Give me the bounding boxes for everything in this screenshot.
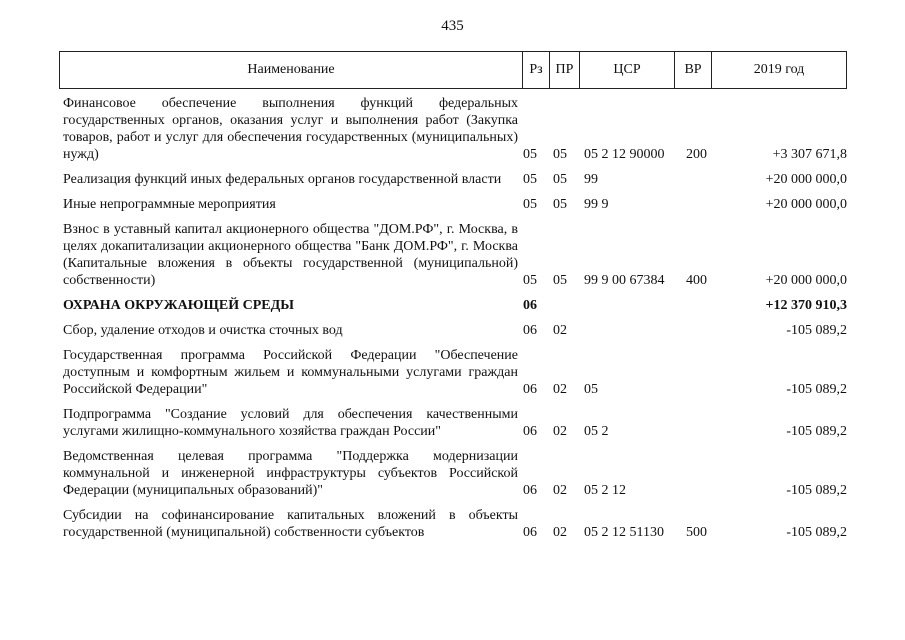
table-header bbox=[59, 51, 847, 89]
row-amount: +20 000 000,0 bbox=[765, 197, 847, 212]
row-name: Иные непрограммные мероприятия bbox=[63, 197, 276, 212]
row-amount: +20 000 000,0 bbox=[765, 172, 847, 187]
row-csr: 05 2 12 bbox=[584, 483, 626, 498]
table-row bbox=[0, 406, 905, 440]
row-rz: 06 bbox=[523, 323, 537, 338]
row-name: Подпрограмма "Создание условий для обеспечения качественными услугами жилищно-коммунального хозяйства граждан России" bbox=[63, 407, 518, 439]
table-row bbox=[0, 297, 905, 314]
header-csr: ЦСР bbox=[580, 52, 675, 88]
row-amount: -105 089,2 bbox=[786, 525, 847, 540]
row-amount: +20 000 000,0 bbox=[765, 273, 847, 288]
row-amount: -105 089,2 bbox=[786, 323, 847, 338]
header-year: 2019 год bbox=[753, 62, 805, 77]
row-rz: 06 bbox=[523, 483, 537, 498]
row-csr: 05 2 12 51130 bbox=[584, 525, 664, 540]
row-csr: 99 bbox=[584, 172, 598, 187]
row-amount: -105 089,2 bbox=[786, 483, 847, 498]
row-amount: -105 089,2 bbox=[786, 424, 847, 439]
row-csr: 05 bbox=[584, 382, 598, 397]
row-rz: 06 bbox=[523, 298, 537, 313]
row-name: ОХРАНА ОКРУЖАЮЩЕЙ СРЕДЫ bbox=[63, 298, 294, 313]
row-vr: 200 bbox=[686, 147, 707, 162]
table-body bbox=[0, 95, 905, 549]
header-name: Наименование bbox=[60, 52, 523, 88]
page-number: 435 bbox=[441, 18, 464, 34]
row-vr: 500 bbox=[686, 525, 707, 540]
row-rz: 05 bbox=[523, 172, 537, 187]
row-csr: 05 2 12 90000 bbox=[584, 147, 665, 162]
table-row bbox=[0, 221, 905, 289]
row-pr: 05 bbox=[553, 172, 567, 187]
row-rz: 06 bbox=[523, 382, 537, 397]
table-row bbox=[0, 196, 905, 213]
row-name: Государственная программа Российской Федерации "Обеспечение доступным и комфортным жильем и коммунальными услугами граждан Российской Федерации" bbox=[63, 348, 518, 397]
row-name: Взнос в уставный капитал акционерного общества "ДОМ.РФ", г. Москва, в целях докапитализации акционерного общества "Банк ДОМ.РФ", г. Москва (Капитальные вложения в объекты государственной (муниципальной) собственности) bbox=[63, 222, 518, 288]
row-name: Реализация функций иных федеральных органов государственной власти bbox=[63, 172, 502, 187]
row-name: Ведомственная целевая программа "Поддержка модернизации коммунальной и инженерной инфраструктуры субъектов Российской Федерации (муниципальных образований)" bbox=[63, 449, 518, 498]
row-amount: +3 307 671,8 bbox=[772, 147, 847, 162]
row-rz: 05 bbox=[523, 197, 537, 212]
row-amount: -105 089,2 bbox=[786, 382, 847, 397]
row-pr: 05 bbox=[553, 197, 567, 212]
row-pr: 02 bbox=[553, 525, 567, 540]
row-pr: 02 bbox=[553, 424, 567, 439]
row-pr: 05 bbox=[553, 147, 567, 162]
row-csr: 99 9 bbox=[584, 197, 609, 212]
row-pr: 02 bbox=[553, 323, 567, 338]
row-rz: 05 bbox=[523, 147, 537, 162]
table-row bbox=[0, 448, 905, 499]
table-row bbox=[0, 507, 905, 541]
row-csr: 99 9 00 67384 bbox=[584, 273, 665, 288]
row-rz: 06 bbox=[523, 525, 537, 540]
row-pr: 05 bbox=[553, 273, 567, 288]
row-vr: 400 bbox=[686, 273, 707, 288]
row-csr: 05 2 bbox=[584, 424, 609, 439]
header-pr: ПР bbox=[550, 52, 580, 88]
header-vr: ВР bbox=[675, 52, 712, 88]
table-row bbox=[0, 171, 905, 188]
row-pr: 02 bbox=[553, 483, 567, 498]
row-rz: 06 bbox=[523, 424, 537, 439]
header-rz: Рз bbox=[523, 52, 550, 88]
table-row bbox=[0, 95, 905, 163]
row-name: Субсидии на софинансирование капитальных вложений в объекты государственной (муниципальной) собственности субъектов bbox=[63, 508, 518, 540]
table-row bbox=[0, 347, 905, 398]
table-row bbox=[0, 322, 905, 339]
row-name: Финансовое обеспечение выполнения функций федеральных государственных органов, оказания услуг и выполнения работ (Закупка товаров, работ и услуг для обеспечения государственных (муниципальных) нужд) bbox=[63, 96, 518, 162]
row-amount: +12 370 910,3 bbox=[765, 298, 847, 313]
row-pr: 02 bbox=[553, 382, 567, 397]
row-rz: 05 bbox=[523, 273, 537, 288]
row-name: Сбор, удаление отходов и очистка сточных вод bbox=[63, 323, 343, 338]
